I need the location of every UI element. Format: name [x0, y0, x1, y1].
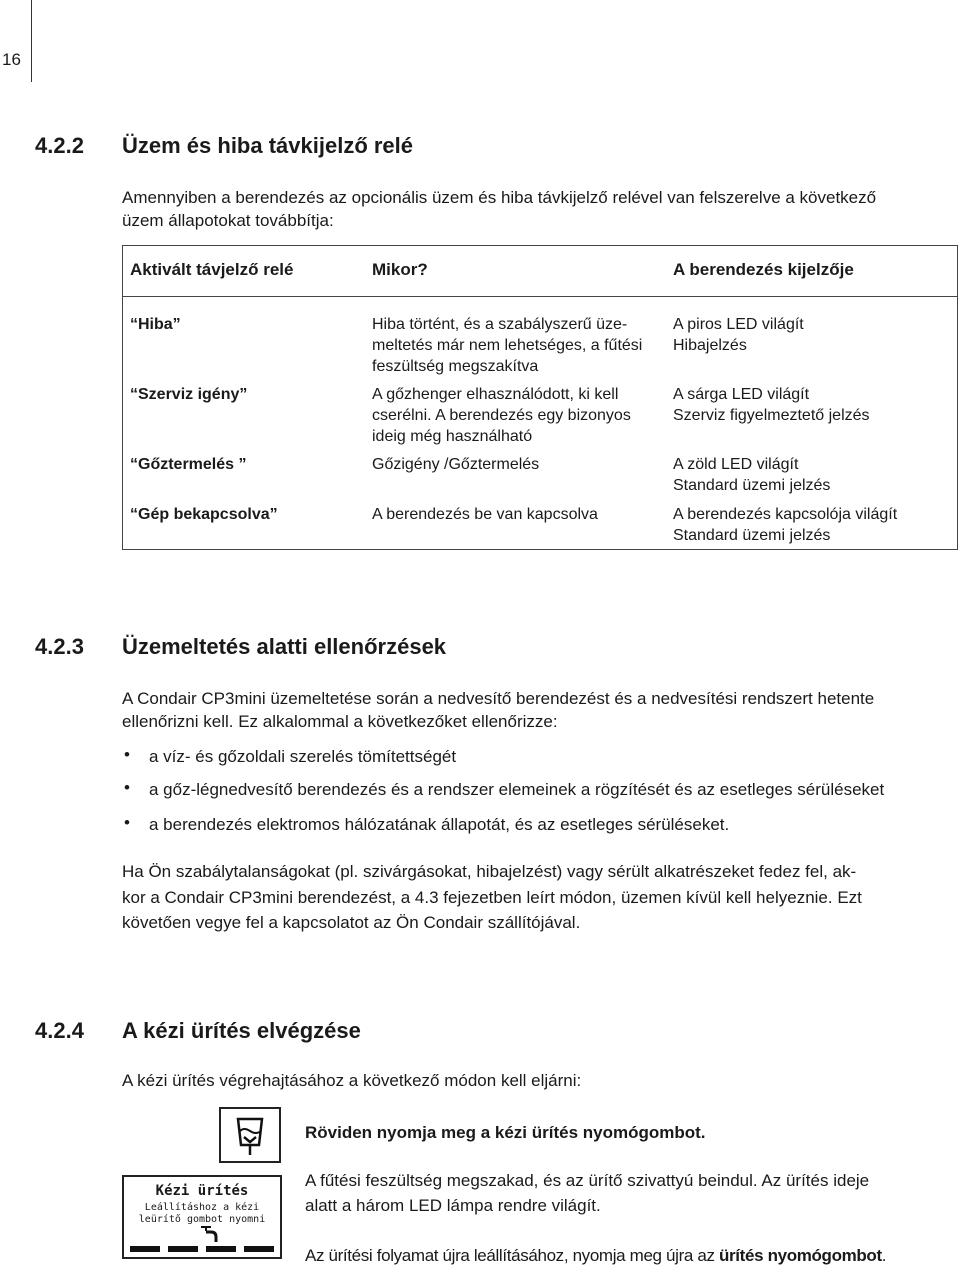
- section-number-422: 4.2.2: [35, 133, 84, 158]
- relay-szerviz: “Szerviz igény”: [130, 386, 248, 403]
- checks-note-line-3: követően vegye fel a kapcsolatot az Ön Condair szállítójával.: [122, 913, 581, 932]
- when-hiba: Hiba történt, és a szabályszerű üze- meltetés már nem lehetséges, a fűtési feszültség megszakítva: [372, 316, 643, 375]
- checks-note-line-2: kor a Condair CP3mini berendezést, a 4.3 fejezetben leírt módon, üzemen kívül kell helyeznie. Ezt: [122, 888, 862, 907]
- checks-note-line-1: Ha Ön szabálytalanságokat (pl. szivárgásokat, hibajelzést) vagy sérült alkatrészeket fedez fel, ak-: [122, 862, 857, 881]
- checks-intro-line-2: ellenőrizni kell. Ez alkalommal a következőket ellenőrizze:: [122, 712, 558, 731]
- header-when: Mikor?: [372, 260, 428, 279]
- relay-goztermeles: “Gőztermelés ”: [130, 456, 247, 473]
- relay-hiba: “Hiba”: [130, 316, 181, 333]
- display-line-1: Leállításhoz a kézi: [144, 1202, 260, 1213]
- section-number-424: 4.2.4: [35, 1018, 84, 1043]
- bullet-marker: •: [124, 745, 130, 764]
- display-hiba: A piros LED világít Hibajelzés: [673, 316, 804, 354]
- when-goztermeles: Gőzigény /Gőztermelés: [372, 456, 540, 473]
- check-item-1: a víz- és gőzoldali szerelés tömítettségét: [149, 747, 457, 766]
- display-gep-bekapcsolva: A berendezés kapcsolója világít Standard üzemi jelzés: [673, 506, 898, 544]
- bullet-marker: •: [124, 778, 130, 797]
- display-szerviz: A sárga LED világít Szerviz figyelmeztető jelzés: [673, 386, 870, 424]
- drain-step-2-line-2: alatt a három LED lámpa rendre világít.: [305, 1196, 601, 1215]
- drain-step-3: Az ürítési folyamat újra leállításához, nyomja meg újra az ürítés nyomógombot.: [305, 1246, 887, 1265]
- intro-line-2: üzem állapotokat továbbítja:: [122, 211, 334, 230]
- page-number-divider: [31, 0, 32, 82]
- drain-step-2-line-1: A fűtési feszültség megszakad, és az ürítő szivattyú beindul. Az ürítés ideje: [305, 1171, 870, 1190]
- when-gep-bekapcsolva: A berendezés be van kapcsolva: [372, 506, 598, 523]
- page-number: 16: [2, 50, 21, 69]
- header-display: A berendezés kijelzője: [673, 260, 854, 279]
- display-bar-segment: [206, 1246, 236, 1252]
- intro-line-1: Amennyiben a berendezés az opcionális üzem és hiba távkijelző relével van felszerelve a következő: [122, 188, 877, 207]
- check-item-3: a berendezés elektromos hálózatának állapotát, és az esetleges sérüléseket.: [149, 815, 730, 834]
- drain-bucket-icon: [221, 1109, 279, 1161]
- device-display: [122, 1175, 282, 1259]
- table-header-divider: [123, 296, 957, 297]
- header-relay: Aktivált távjelző relé: [130, 260, 294, 279]
- relay-gep-bekapcsolva: “Gép bekapcsolva”: [130, 506, 278, 523]
- when-szerviz: A gőzhenger elhasználódott, ki kell cserélni. A berendezés egy bizonyos ideig még használható: [372, 386, 631, 445]
- display-goztermeles: A zöld LED világít Standard üzemi jelzés: [673, 456, 831, 494]
- drain-tap-icon: [197, 1225, 221, 1243]
- display-line-2: leürítő gombot nyomni: [138, 1214, 266, 1225]
- display-bar-segment: [130, 1246, 160, 1252]
- check-item-2: a gőz-légnedvesítő berendezés és a rendszer elemeinek a rögzítését és az esetleges sérüléseket: [149, 780, 885, 799]
- drain-intro: A kézi ürítés végrehajtásához a következő módon kell eljárni:: [122, 1071, 582, 1090]
- section-title-424: A kézi ürítés elvégzése: [122, 1018, 361, 1043]
- section-number-423: 4.2.3: [35, 634, 84, 659]
- relay-table: [122, 245, 958, 550]
- section-title-422: Üzem és hiba távkijelző relé: [122, 133, 414, 158]
- display-title: Kézi ürítés: [155, 1183, 249, 1199]
- drain-step-3-emphasis: ürítés nyomógombot: [719, 1246, 882, 1265]
- manual-drain-button-icon: [219, 1107, 281, 1163]
- display-bar-segment: [168, 1246, 198, 1252]
- display-bar-segment: [244, 1246, 274, 1252]
- checks-intro-line-1: A Condair CP3mini üzemeltetése során a nedvesítő berendezést és a nedvesítési rendszert hetente: [122, 689, 875, 708]
- bullet-marker: •: [124, 813, 130, 832]
- drain-step-1: Röviden nyomja meg a kézi ürítés nyomógombot.: [305, 1123, 706, 1142]
- section-title-423: Üzemeltetés alatti ellenőrzések: [122, 634, 447, 659]
